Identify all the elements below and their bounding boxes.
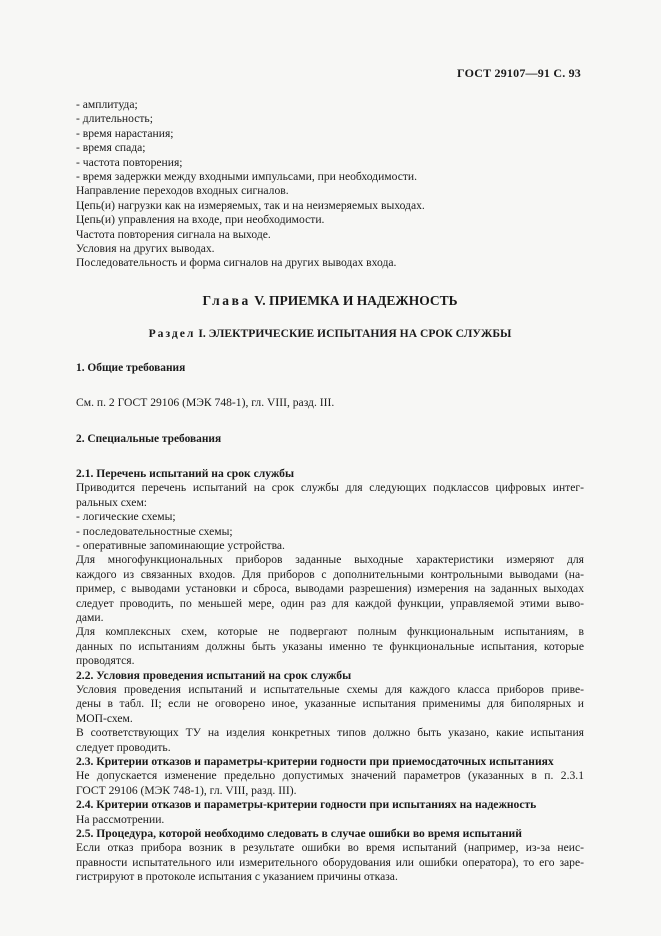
list-item: - время задержки между входными импульсами, при необходимости. bbox=[76, 170, 418, 184]
s21-p3-line: проводятся. bbox=[76, 654, 135, 668]
text-line: Цепь(и) нагрузки как на измеряемых, так и на неизмеряемых выходах. bbox=[76, 198, 425, 212]
page-body bbox=[76, 98, 584, 885]
heading-2-5: 2.5. Процедура, которой необходимо следовать в случае ошибки во время испытаний bbox=[76, 827, 522, 841]
s21-p2-line: дами. bbox=[76, 610, 104, 624]
chapter-number: V. bbox=[254, 292, 266, 308]
section-number: I. bbox=[198, 327, 206, 341]
s25-p1-line: гистрируют в протоколе испытания с указанием причины отказа. bbox=[76, 870, 398, 884]
heading-2-2: 2.2. Условия проведения испытаний на срок службы bbox=[76, 668, 352, 682]
s21-line: Приводится перечень испытаний на срок службы для следующих подклассов цифровых интег- bbox=[76, 481, 584, 495]
s22-p1-line: Условия проведения испытаний и испытательные схемы для каждого класса приборов приве- bbox=[76, 683, 584, 696]
chapter-text: ПРИЕМКА И НАДЕЖНОСТЬ bbox=[269, 292, 458, 308]
s21-p2-line: Для многофункциональных приборов заданные выходные характеристики измеряют для bbox=[76, 553, 584, 567]
text-line: Цепь(и) управления на входе, при необходимости. bbox=[76, 213, 325, 227]
list-item: - оперативные запоминающие устройства. bbox=[76, 538, 285, 552]
list-item: - частота повторения; bbox=[76, 155, 183, 169]
s21-p2-line: пример, с выводами установки и сброса, выводами разрешения) измерения на заданных выходах bbox=[76, 582, 584, 596]
s22-p2-line: В соответствующих ТУ на изделия конкретных типов должно быть указано, какие испытания bbox=[76, 726, 584, 740]
s21-p2-line: каждого из связанных входов. Для приборов с дополнительными контрольными выводами (на- bbox=[76, 567, 584, 581]
chapter-prefix: Глава bbox=[202, 292, 251, 308]
list-item: - длительность; bbox=[76, 112, 153, 126]
general-requirements-text: См. п. 2 ГОСТ 29106 (МЭК 748-1), гл. VIII, разд. III. bbox=[76, 396, 335, 410]
s23-p1-line: Не допускается изменение предельно допустимых значений параметров (указанных в п. 2.3.1 bbox=[76, 769, 584, 783]
section-prefix: Раздел bbox=[148, 327, 196, 341]
heading-general-requirements: 1. Общие требования bbox=[76, 361, 186, 374]
intro-list bbox=[76, 98, 584, 184]
heading-2-4: 2.4. Критерии отказов и параметры-критерии годности при испытаниях на надежность bbox=[76, 798, 537, 812]
s24-text: На рассмотрении. bbox=[76, 812, 165, 826]
heading-special-requirements: 2. Специальные требования bbox=[76, 432, 222, 445]
s21-p2-line: следует проводить, по меньшей мере, один раз для каждой функции, управляемой этими выво- bbox=[76, 596, 584, 610]
list-item: - последовательностные схемы; bbox=[76, 524, 233, 538]
s22-p1-line: МОП-схем. bbox=[76, 711, 133, 725]
s21-p3-line: Для комплексных схем, которые не подвергают полным функциональным испытаниям, в bbox=[76, 625, 584, 639]
list-item: - время спада; bbox=[76, 141, 146, 155]
heading-2-1: 2.1. Перечень испытаний на срок службы bbox=[76, 466, 295, 480]
s25-p1-line: Если отказ прибора возник в результате ошибки во время испытаний (например, из-за неис- bbox=[76, 841, 584, 855]
text-line: Частота повторения сигнала на выходе. bbox=[76, 227, 271, 241]
page-header: ГОСТ 29107—91 С. 93 bbox=[457, 66, 581, 80]
s25-p1-line: правности испытательного или измерительного оборудования или ошибки оператора), то его заре- bbox=[76, 855, 584, 869]
list-item: - амплитуда; bbox=[76, 98, 138, 111]
s23-p1-line: ГОСТ 29106 (МЭК 748-1), гл. VIII, разд. III). bbox=[76, 783, 297, 797]
text-line: Направление переходов входных сигналов. bbox=[76, 184, 289, 198]
section-text: ЭЛЕКТРИЧЕСКИЕ ИСПЫТАНИЯ НА СРОК СЛУЖБЫ bbox=[208, 327, 512, 341]
s21-p3-line: данных по испытаниям должны быть указаны именно те функциональные испытания, которые bbox=[76, 639, 584, 653]
section-title bbox=[76, 327, 584, 341]
s22-p1-line: дены в табл. II; если не оговорено иное, указанные испытания применимы для биполярных и bbox=[76, 697, 584, 711]
list-item: - время нарастания; bbox=[76, 126, 174, 140]
text-line: Условия на других выводах. bbox=[76, 242, 215, 256]
intro-lines bbox=[76, 184, 584, 270]
heading-2-3: 2.3. Критерии отказов и параметры-критерии годности при приемосдаточных испытаниях bbox=[76, 755, 554, 769]
text-line: Последовательность и форма сигналов на других выводах входа. bbox=[76, 256, 397, 270]
list-item: - логические схемы; bbox=[76, 510, 176, 524]
s21-line: ральных схем: bbox=[76, 495, 148, 509]
s22-p2-line: следует проводить. bbox=[76, 740, 171, 754]
chapter-title bbox=[76, 294, 584, 308]
